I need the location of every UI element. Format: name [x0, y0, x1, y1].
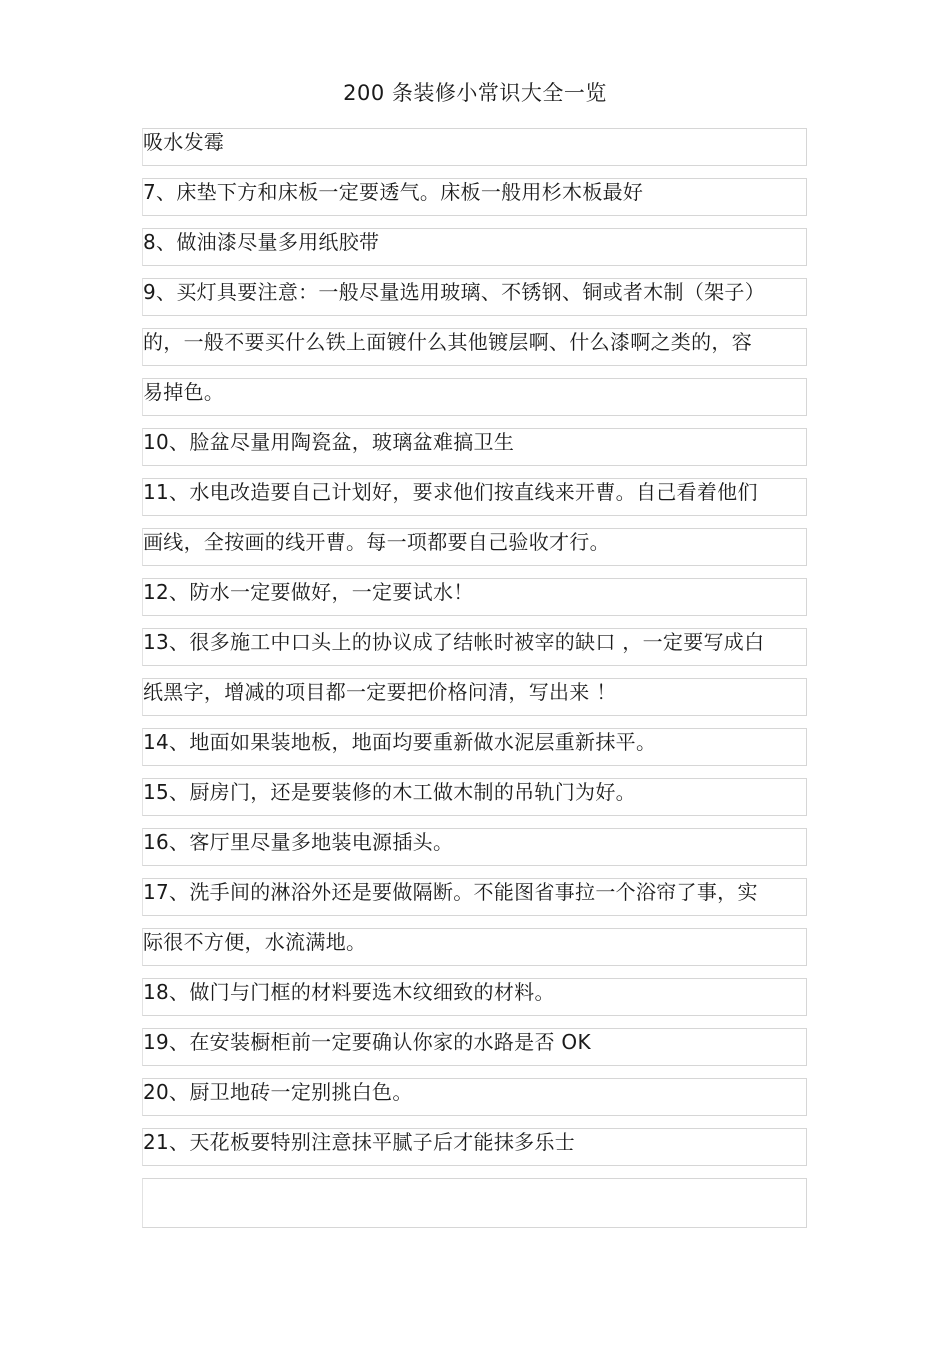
text-line [142, 278, 807, 316]
text-line [142, 528, 807, 566]
line-text: 7、床垫下方和床板一定要透气。床板一般用杉木板最好 [143, 180, 644, 204]
text-line [142, 828, 807, 866]
line-text: 17、洗手间的淋浴外还是要做隔断。不能图省事拉一个浴帘了事，实 [143, 880, 758, 904]
line-text: 易掉色。 [143, 380, 225, 404]
text-line [142, 778, 807, 816]
line-text: 11、水电改造要自己计划好，要求他们按直线来开曹。自己看着他们 [143, 480, 758, 504]
text-line [142, 878, 807, 916]
line-text: 20、厨卫地砖一定别挑白色。 [143, 1080, 413, 1104]
text-line [142, 1078, 807, 1116]
text-line [142, 178, 807, 216]
line-text: 15、厨房门，还是要装修的木工做木制的吊轨门为好。 [143, 780, 636, 804]
line-text: 21、天花板要特别注意抹平腻子后才能抹多乐士 [143, 1130, 576, 1154]
line-text: 8、做油漆尽量多用纸胶带 [143, 230, 380, 254]
line-text: 的，一般不要买什么铁上面镀什么其他镀层啊、什么漆啊之类的，容 [143, 330, 752, 354]
empty-line-box [142, 1178, 807, 1228]
text-line [142, 328, 807, 366]
document-body [142, 128, 807, 1240]
line-text: 19、在安装橱柜前一定要确认你家的水路是否 OK [143, 1030, 591, 1054]
page-title: 200 条装修小常识大全一览 [343, 81, 607, 105]
line-text: 18、做门与门框的材料要选木纹细致的材料。 [143, 980, 555, 1004]
text-line [142, 678, 807, 716]
text-line [142, 428, 807, 466]
line-text: 13、很多施工中口头上的协议成了结帐时被宰的缺口 ，一定要写成白 [143, 630, 765, 654]
text-line [142, 1028, 807, 1066]
line-text: 10、脸盆尽量用陶瓷盆，玻璃盆难搞卫生 [143, 430, 515, 454]
text-line [142, 1128, 807, 1166]
line-text: 14、地面如果装地板，地面均要重新做水泥层重新抹平。 [143, 730, 657, 754]
text-line [142, 378, 807, 416]
text-line [142, 978, 807, 1016]
line-text: 16、客厅里尽量多地装电源插头。 [143, 830, 454, 854]
line-text: 画线，全按画的线开曹。每一项都要自己验收才行。 [143, 530, 610, 554]
line-text: 际很不方便，水流满地。 [143, 930, 367, 954]
text-line [142, 228, 807, 266]
text-line [142, 578, 807, 616]
text-line [142, 928, 807, 966]
text-line [142, 478, 807, 516]
text-line [142, 628, 807, 666]
line-text: 12、防水一定要做好，一定要试水！ [143, 580, 474, 604]
text-line [142, 128, 807, 166]
line-text: 9、买灯具要注意：一般尽量选用玻璃、不锈钢、铜或者木制（架子） [143, 280, 766, 304]
line-text: 吸水发霉 [143, 130, 225, 154]
text-line [142, 728, 807, 766]
line-text: 纸黑字，增减的项目都一定要把价格问清，写出来 ！ [143, 680, 617, 704]
